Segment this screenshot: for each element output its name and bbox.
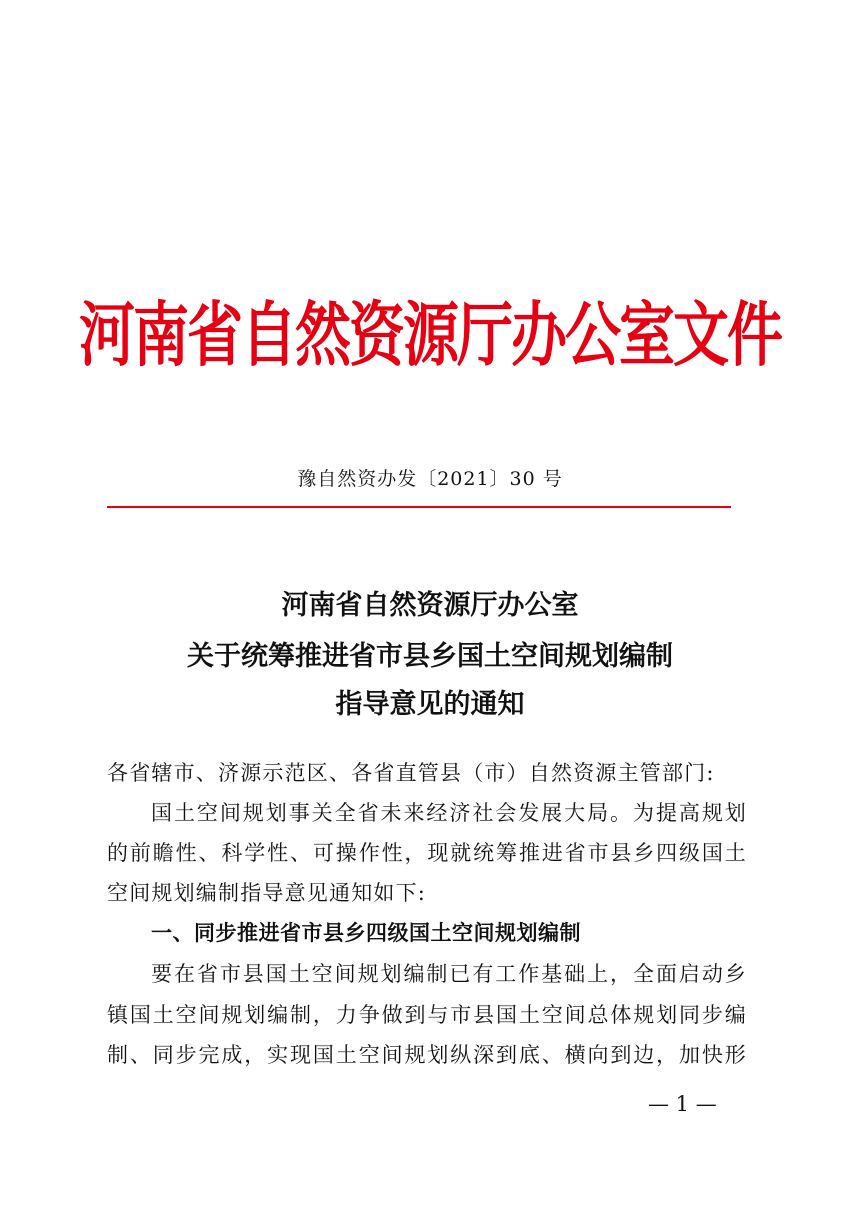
paragraph-2-line-1: 要在省市县国土空间规划编制已有工作基础上，全面启动乡 bbox=[151, 962, 747, 986]
document-title-line-3: 指导意见的通知 bbox=[335, 689, 525, 720]
paragraph-1-line-1: 国土空间规划事关全省未来经济社会发展大局。为提高规划 bbox=[151, 801, 747, 825]
paragraph-1-line-3: 空间规划编制指导意见通知如下: bbox=[107, 881, 427, 905]
section-1-heading: 一、同步推进省市县乡四级国土空间规划编制 bbox=[151, 921, 581, 945]
document-number: 豫自然资办发〔2021〕30 号 bbox=[297, 468, 563, 490]
document-title-line-1: 河南省自然资源厅办公室 bbox=[281, 590, 579, 621]
issuer-red-header: 河南省自然资源厅办公室文件 bbox=[79, 293, 781, 377]
document-title-line-2: 关于统筹推进省市县乡国土空间规划编制 bbox=[187, 641, 673, 672]
paragraph-2-line-2: 镇国土空间规划编制，力争做到与市县国土空间总体规划同步编 bbox=[107, 1003, 747, 1027]
page-number: — 1 — bbox=[648, 1092, 717, 1116]
paragraph-1-line-2: 的前瞻性、科学性、可操作性，现就统筹推进省市县乡四级国土 bbox=[107, 841, 747, 865]
addressee-line: 各省辖市、济源示范区、各省直管县（市）自然资源主管部门: bbox=[107, 761, 715, 785]
red-separator-line bbox=[107, 506, 731, 508]
paragraph-2-line-3: 制、同步完成，实现国土空间规划纵深到底、横向到边，加快形 bbox=[107, 1043, 747, 1067]
